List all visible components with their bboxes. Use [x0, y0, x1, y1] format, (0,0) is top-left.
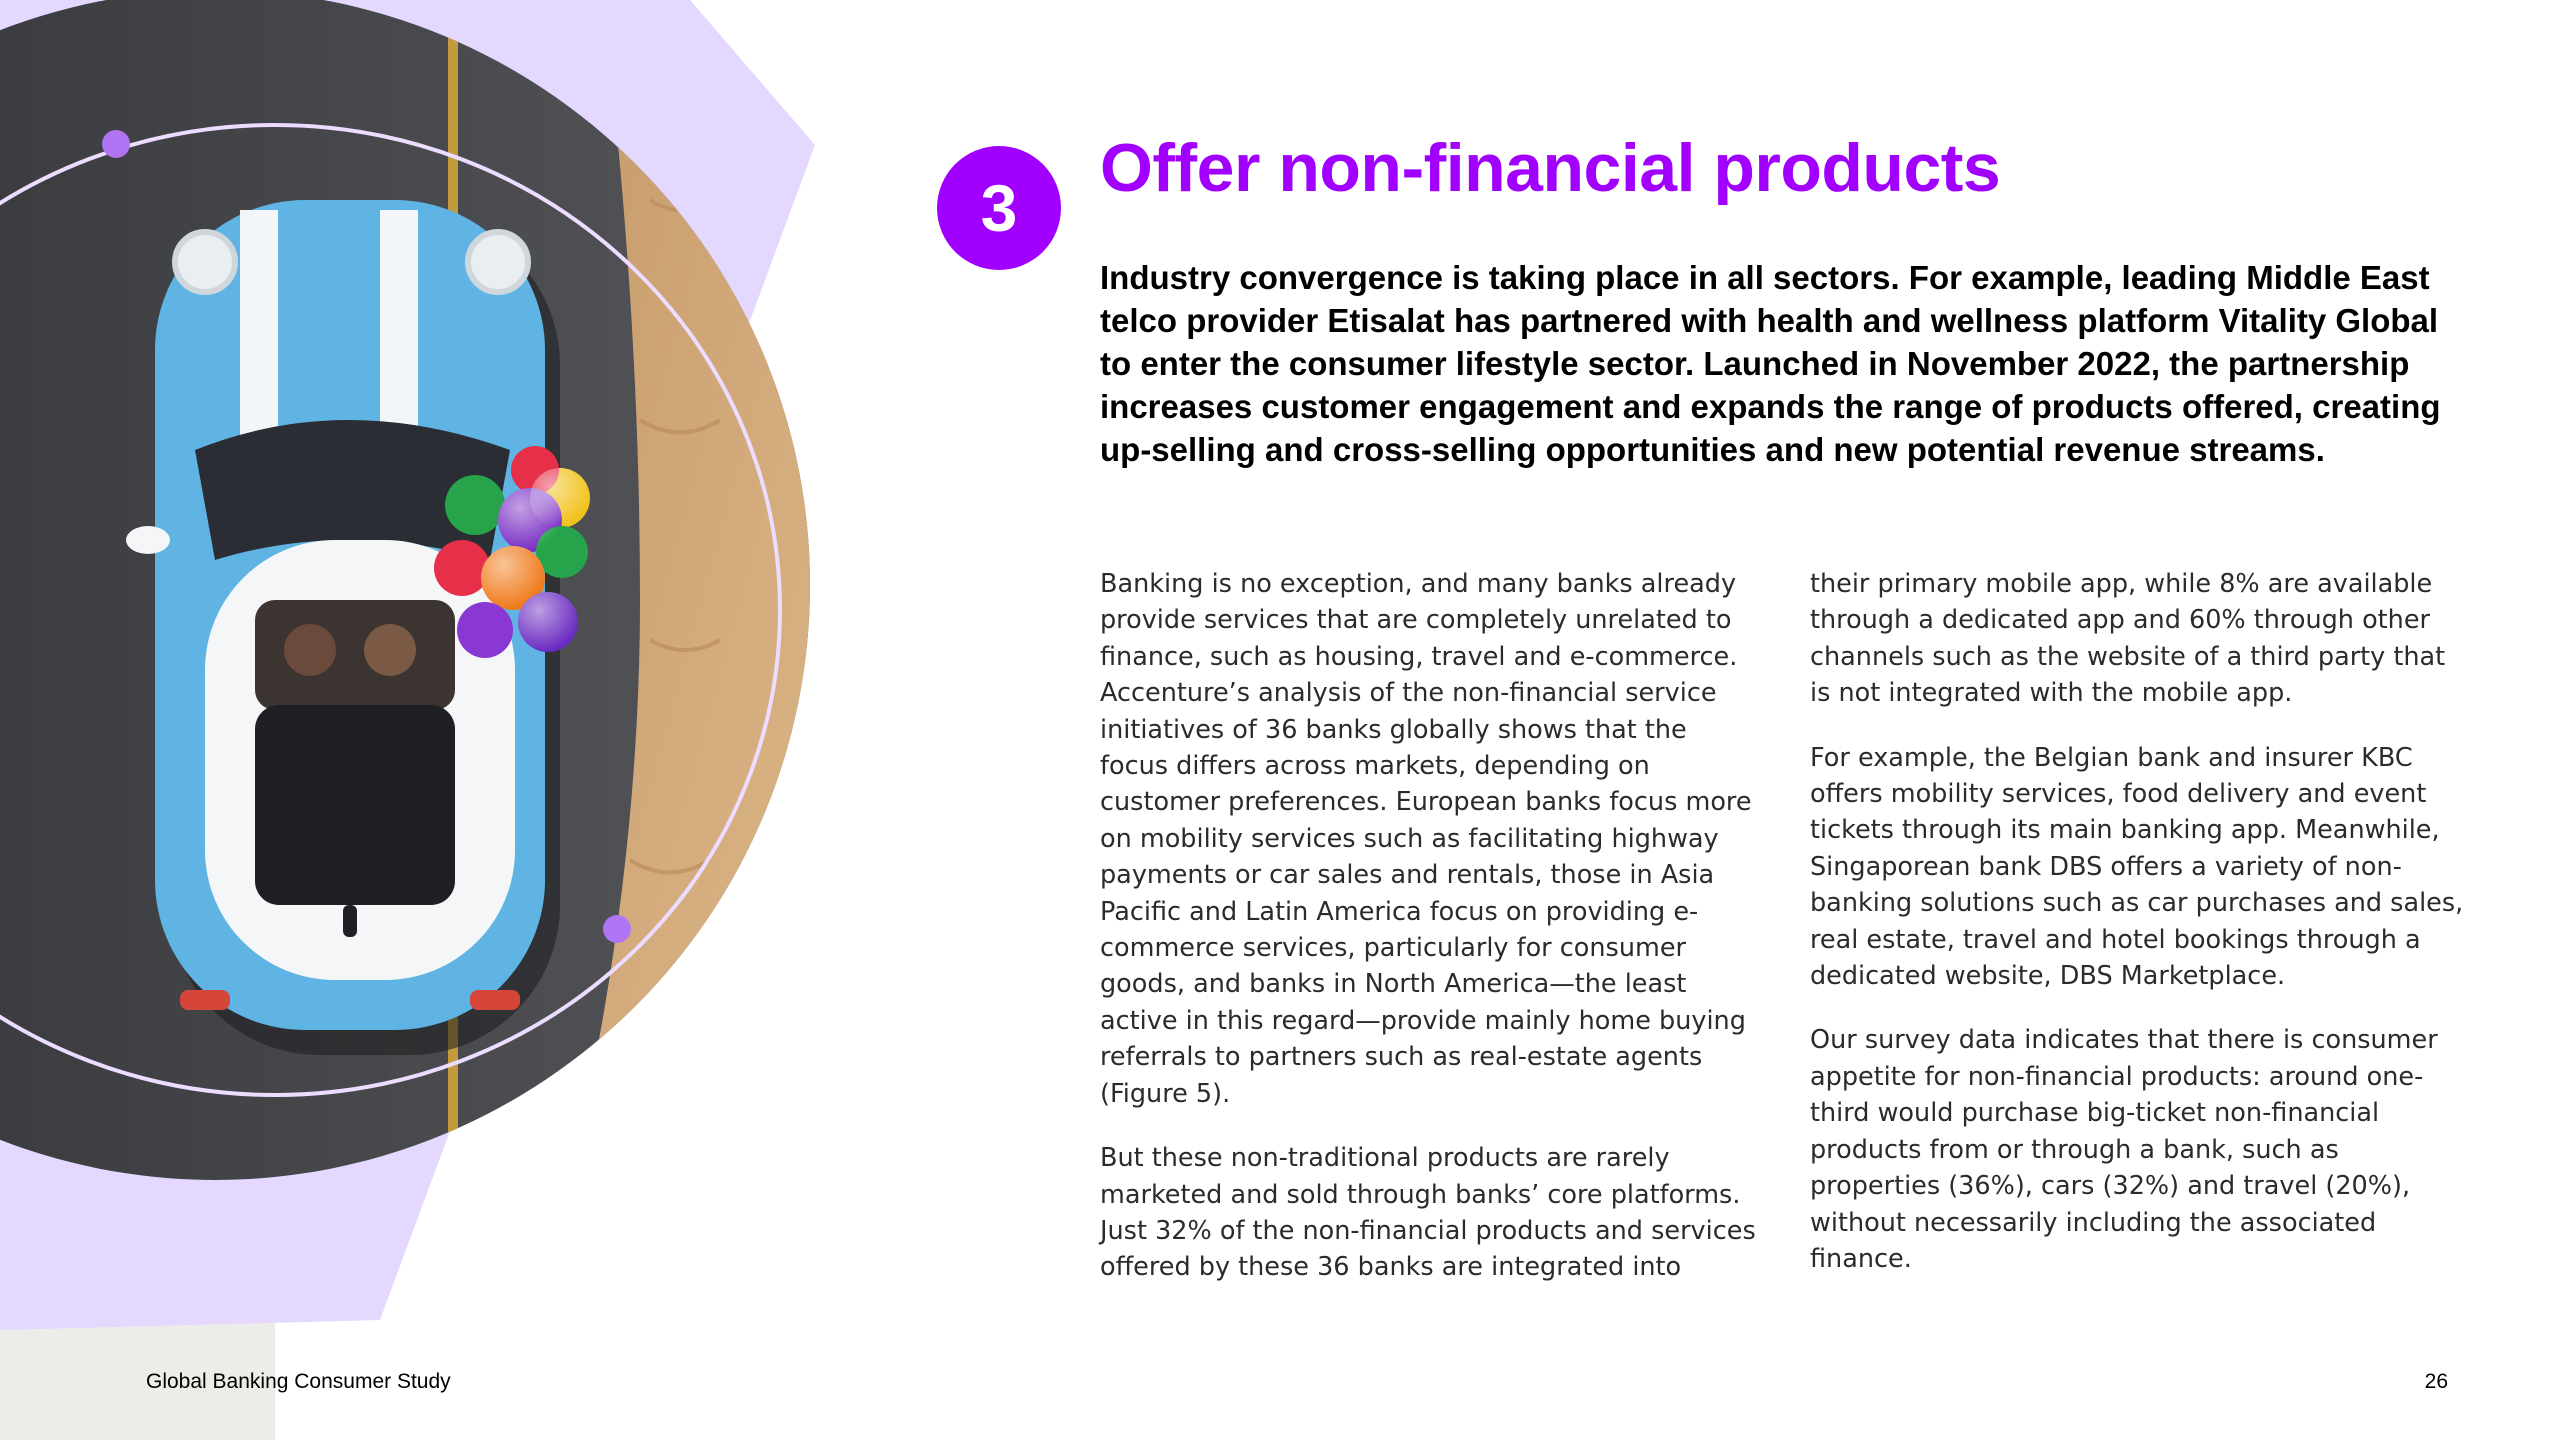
body-paragraph: Our survey data indicates that there is consumer appetite for non-financial products: around one-third would purchase big-ticket non-financial products from or through a bank, such as properties (36%), cars (32%) and travel (20%), without necessarily including the associated finance. — [1810, 1025, 2438, 1274]
body-paragraph: Banking is no exception, and many banks already provide services that are completely unrelated to finance, such as housing, travel and e-commerce. Accenture’s analysis of the non-financial service initiatives of 36 banks globally shows that the focus differs across markets, depending on customer preferences. European banks focus more on mobility services such as facilitating highway payments or car sales and rentals, those in Asia Pacific and Latin America focus on providing e-commerce services, particularly for consumer goods, and banks in North America—the least active in this regard—provide mainly home buying referrals to partners such as real-estate agents (Figure 5). — [1100, 569, 1752, 1109]
body-column-left — [1100, 566, 1760, 1314]
page-title: Offer non-financial products — [1100, 130, 2001, 206]
body-column-right — [1810, 566, 2470, 1305]
footer-publication-name: Global Banking Consumer Study — [146, 1370, 451, 1393]
page-number: 26 — [2424, 1370, 2448, 1393]
body-paragraph: their primary mobile app, while 8% are available through a dedicated app and 60% through other channels such as the website of a third party that is not integrated with the mobile app. — [1810, 569, 2446, 709]
body-paragraph: For example, the Belgian bank and insurer KBC offers mobility services, food delivery and event tickets through its main banking app. Meanwhile, Singaporean bank DBS offers a variety of non-banking solutions such as car purchases and sales, real estate, travel and hotel bookings through a dedicated website, DBS Marketplace. — [1810, 742, 2464, 992]
orbit-dot-bottom — [603, 915, 631, 943]
body-paragraph: But these non-traditional products are rarely marketed and sold through banks’ core platforms. Just 32% of the non-financial products and services offered by these 36 banks are integrated into — [1100, 1143, 1756, 1283]
hero-illustration — [0, 0, 900, 1440]
step-number-badge: 3 — [937, 146, 1061, 270]
orbit-dot-top — [102, 130, 130, 158]
lead-paragraph: Industry convergence is taking place in all sectors. For example, leading Middle East telco provider Etisalat has partnered with health and wellness platform Vitality Global to enter the consumer lifestyle sector. Launched in November 2022, the partnership increases customer engagement and expands the range of products offered, creating up-selling and cross-selling opportunities and new potential revenue streams. — [1100, 259, 2441, 468]
hero-photo — [0, 0, 900, 1440]
